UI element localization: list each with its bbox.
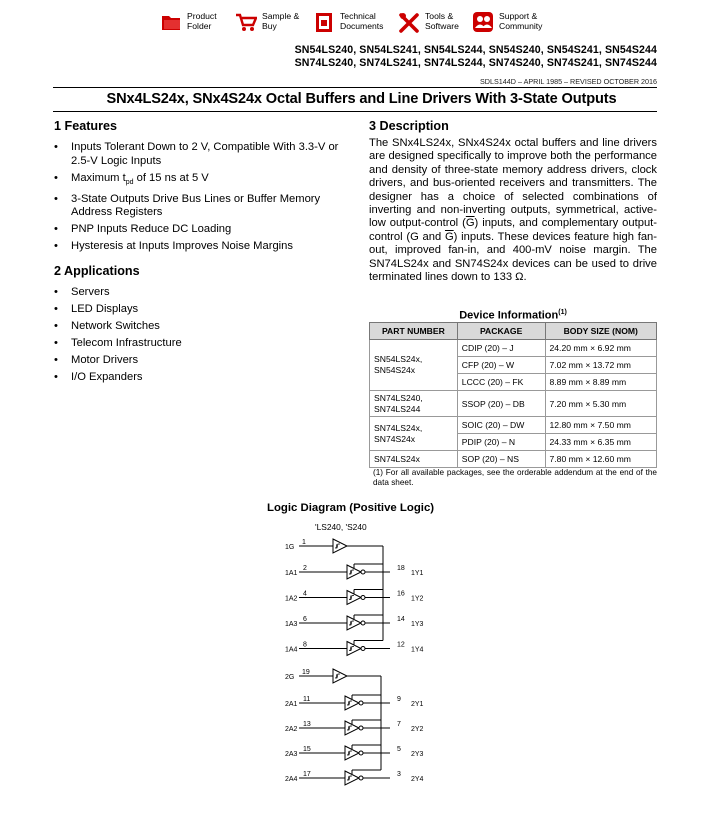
pin-number: 12	[397, 641, 405, 649]
nav-label: Support & Community	[499, 11, 543, 31]
output-label: 2Y3	[411, 751, 424, 758]
enable-label: 1G	[285, 544, 295, 551]
applications-heading: 2 Applications	[54, 264, 140, 278]
description-text	[369, 137, 657, 284]
table-row	[370, 417, 657, 434]
description-heading: 3 Description	[369, 119, 449, 133]
pin-number: 8	[303, 641, 307, 649]
nav-label: Tools & Software	[425, 11, 459, 31]
pin-number: 6	[303, 616, 307, 623]
pin-number: 5	[397, 746, 401, 753]
pin-number: 18	[397, 565, 405, 572]
logic-diagram	[275, 530, 445, 792]
logic-diagram-title: Logic Diagram (Positive Logic)	[267, 502, 435, 514]
list-item	[54, 172, 344, 190]
column-header: PACKAGE	[457, 323, 545, 340]
input-label: 1A4	[285, 646, 298, 654]
package-cell: CDIP (20) – J	[457, 340, 545, 357]
input-label: 2A1	[285, 701, 298, 708]
page-title: SNx4LS24x, SNx4S24x Octal Buffers and Line Drivers With 3-State Outputs	[106, 91, 617, 107]
output-label: 1Y1	[411, 570, 424, 577]
nav-technical-documents[interactable]	[313, 10, 391, 36]
feature-text: Hysteresis at Inputs Improves Noise Margins	[71, 240, 293, 253]
g-bar-symbol: $\overline{G}$	[465, 217, 475, 230]
part-number-cell: SN74LS240, SN74LS244	[370, 391, 458, 417]
column-header: PART NUMBER	[370, 323, 458, 340]
shopping-cart-icon	[235, 11, 257, 33]
pin-number: 14	[397, 616, 405, 623]
body-size-cell: 7.80 mm × 12.60 mm	[545, 451, 657, 468]
body-size-cell: 7.02 mm × 13.72 mm	[545, 357, 657, 374]
pin-number: 9	[397, 696, 401, 703]
feature-text: 3-State Outputs Drive Bus Lines or Buffer Memory Address Registers	[71, 192, 321, 219]
package-cell: SOIC (20) – DW	[457, 417, 545, 434]
input-label: 2A2	[285, 726, 298, 733]
inversion-bubble	[359, 701, 363, 705]
table-footnote: (1) For all available packages, see the orderable addendum at the end of the data sheet.	[373, 468, 657, 487]
part-number-cell: SN74LS24x	[370, 451, 458, 468]
document-icon	[313, 11, 335, 33]
device-info-table	[369, 322, 657, 468]
pin-number: 19	[302, 669, 310, 676]
feature-subscript: pd	[125, 178, 134, 186]
device-info-title	[369, 309, 657, 322]
feature-text: Inputs Tolerant Down to 2 V, Compatible With 3.3-V or 2.5-V Logic Inputs	[71, 141, 339, 167]
package-cell: CFP (20) – W	[457, 357, 545, 374]
features-heading: 1 Features	[54, 119, 117, 133]
output-label: 1Y2	[411, 595, 424, 603]
nav-product-folder[interactable]	[160, 10, 230, 36]
pin-number: 11	[303, 696, 311, 703]
enable-buffer	[333, 669, 347, 683]
list-item	[54, 223, 344, 237]
inversion-bubble	[361, 570, 365, 574]
pin-number: 16	[397, 590, 405, 598]
part-number-cell: SN54LS24x, SN54S24x	[370, 340, 458, 391]
table-row	[370, 391, 657, 417]
package-cell: SOP (20) – NS	[457, 451, 545, 468]
list-item	[54, 193, 344, 220]
list-item	[54, 240, 344, 254]
body-size-cell: 7.20 mm × 5.30 mm	[545, 391, 657, 417]
package-cell: LCCC (20) – FK	[457, 374, 545, 391]
pin-number: 3	[397, 771, 401, 778]
product-folder-icon	[160, 11, 182, 33]
document-id: SDLS144D – APRIL 1985 – REVISED OCTOBER 2016	[480, 77, 657, 86]
table-header-row	[370, 323, 657, 340]
body-size-cell: 24.20 mm × 6.92 mm	[545, 340, 657, 357]
input-label: 1A1	[285, 570, 298, 577]
description-part: The SNx4LS24x, SNx4S24x octal buffers and line drivers are designed specifically to improve both the performance and density of three-state memory address drivers, clock drivers, and bus-oriented receivers and transmitters. The designer has a choice of selected combinations of inverting and non-inverting outputs, symmetrical, active-low output-control (	[369, 137, 657, 230]
feature-text: of 15 ns at 5 V	[133, 171, 209, 184]
list-item: • Servers	[54, 286, 304, 300]
feature-text: Maximum t	[71, 171, 126, 184]
pin-number: 15	[303, 746, 311, 753]
output-label: 2Y4	[411, 776, 424, 783]
output-label: 1Y3	[411, 621, 424, 628]
device-info-title-text: Device Information	[459, 309, 559, 322]
list-item: • Motor Drivers	[54, 354, 304, 368]
device-info-footnote-ref: (1)	[558, 309, 567, 316]
table-row	[370, 451, 657, 468]
list-item: • LED Displays	[54, 303, 304, 317]
tools-icon	[398, 11, 420, 33]
inversion-bubble	[361, 596, 365, 600]
nav-sample-buy[interactable]	[235, 10, 307, 36]
package-cell: SSOP (20) – DB	[457, 391, 545, 417]
list-item: • Telecom Infrastructure	[54, 337, 304, 351]
list-item: • Network Switches	[54, 320, 304, 334]
nav-label: Technical Documents	[340, 11, 384, 31]
body-size-cell: 24.33 mm × 6.35 mm	[545, 434, 657, 451]
output-label: 2Y1	[411, 701, 424, 708]
inversion-bubble	[361, 621, 365, 625]
table-row	[370, 340, 657, 357]
input-label: 1A3	[285, 621, 298, 628]
header-rule-bottom	[53, 111, 657, 112]
pin-number: 7	[397, 721, 401, 728]
inversion-bubble	[359, 776, 363, 780]
input-label: 2A3	[285, 751, 298, 758]
output-label: 1Y4	[411, 646, 424, 654]
description-part: ) inputs. These devices feature high fan-out, improved fan-in, and 400-mV noise margin. The SN74LS24x and SN74S24x devices can be used to drive terminated lines down to 133 Ω.	[369, 230, 658, 284]
package-cell: PDIP (20) – N	[457, 434, 545, 451]
nav-support-community[interactable]	[472, 10, 552, 36]
nav-tools-software[interactable]	[398, 10, 470, 36]
pin-number: 4	[303, 590, 307, 598]
community-icon	[472, 11, 494, 33]
logic-diagram-subtitle: 'LS240, 'S240	[315, 522, 367, 532]
inversion-bubble	[359, 751, 363, 755]
pin-number: 2	[303, 565, 307, 572]
column-header: BODY SIZE (NOM)	[545, 323, 657, 340]
input-label: 2A4	[285, 776, 298, 783]
applications-list	[54, 286, 304, 388]
body-size-cell: 8.89 mm × 8.89 mm	[545, 374, 657, 391]
input-label: 1A2	[285, 595, 298, 603]
features-list	[54, 141, 344, 257]
pin-number: 1	[302, 539, 306, 546]
g-bar-symbol: $\overline{G}$	[444, 230, 454, 243]
body-size-cell: 12.80 mm × 7.50 mm	[545, 417, 657, 434]
description-part: ) inputs, and complementary output-control (G and	[369, 217, 657, 243]
enable-buffer	[333, 539, 347, 553]
part-numbers-line2: SN74LS240, SN74LS241, SN74LS244, SN74S240, SN74S241, SN74S244	[294, 57, 657, 69]
inversion-bubble	[361, 647, 365, 651]
output-label: 2Y2	[411, 726, 424, 733]
nav-label: Product Folder	[187, 11, 217, 31]
list-item: • I/O Expanders	[54, 371, 304, 385]
inversion-bubble	[359, 726, 363, 730]
enable-label: 2G	[285, 674, 295, 681]
nav-label: Sample & Buy	[262, 11, 300, 31]
pin-number: 17	[303, 771, 311, 778]
part-numbers	[295, 44, 657, 70]
pin-number: 13	[303, 721, 311, 728]
header-rule-top	[53, 87, 657, 88]
feature-text: PNP Inputs Reduce DC Loading	[71, 223, 232, 236]
part-numbers-line1: SN54LS240, SN54LS241, SN54LS244, SN54S240, SN54S241, SN54S244	[294, 44, 657, 56]
list-item	[54, 141, 344, 168]
part-number-cell: SN74LS24x, SN74S24x	[370, 417, 458, 451]
